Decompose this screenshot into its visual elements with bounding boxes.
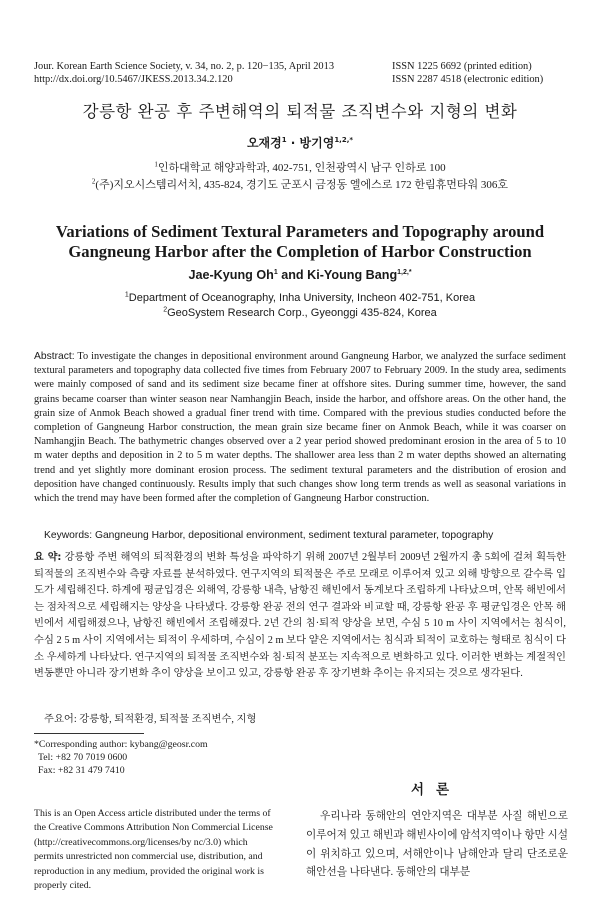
english-aff2-sup: 2 bbox=[163, 306, 168, 314]
english-abstract bbox=[34, 350, 566, 506]
korean-author-1: 오재경 bbox=[246, 136, 282, 150]
license-note: This is an Open Access article distributed under the terms of the Creative Commons Attribution Non Commercial License (http://creativecommons.org/licenses/by nc/3.0) which permits unrestricted non commercial use, distribution, and reproduction in any medium, provided the original work is properly cited. bbox=[34, 808, 273, 892]
keywords-text: Gangneung Harbor, depositional environment, sediment textural parameter, topography bbox=[92, 530, 494, 541]
english-author-1-sup: 1 bbox=[273, 268, 278, 276]
author-and: and bbox=[277, 268, 308, 282]
korean-author-2-sup: 1,2,* bbox=[334, 136, 354, 144]
korean-affiliation-2 bbox=[0, 176, 600, 192]
english-authors bbox=[0, 268, 600, 282]
english-aff1-text: Department of Oceanography, Inha University, Incheon 402-751, Korea bbox=[128, 292, 476, 304]
doi-link[interactable]: http://dx.doi.org/10.5467/JKESS.2013.34.2.120 bbox=[34, 74, 233, 85]
english-aff1-sup: 1 bbox=[124, 291, 129, 299]
english-author-1: Jae-Kyung Oh bbox=[188, 268, 274, 282]
english-author-2: Ki-Young Bang bbox=[307, 268, 398, 282]
korean-author-1-sup: 1 bbox=[281, 136, 287, 144]
korean-abstract-label: 요 약: bbox=[34, 552, 62, 563]
correspondence-note bbox=[34, 738, 274, 778]
korean-authors bbox=[0, 134, 600, 151]
issn-print: ISSN 1225 6692 (printed edition) bbox=[392, 61, 532, 72]
introduction-heading: 서론 bbox=[410, 782, 462, 798]
corresponding-fax: Fax: +82 31 479 7410 bbox=[38, 765, 125, 777]
korean-aff2-sup: 2 bbox=[91, 177, 96, 186]
korean-keywords-label: 주요어: bbox=[44, 714, 77, 725]
korean-aff1-sup: 1 bbox=[154, 160, 158, 169]
korean-abstract-text: 강릉항 주변 해역의 퇴적환경의 변화 특성을 파악하기 위해 2007년 2월부터 2009년 2월까지 총 5회에 걸쳐 획득한 퇴적물의 조직변수와 측량 자료를 분석하였다. 연구지역의 퇴적물은 주로 모래로 이루어져 있고 외해 방향으로 갈수록 입도가 세립해진다. 하계에 평균입경은 외해역, 강릉항 내측, 남항진 해빈에서 동계보다 조립하게 나타났으며, 안목 해빈에서는 점차적으로 세립해지는 양상을 나타냈다. 강릉항 완공 전의 연구 결과와 비교할 때, 강릉항 완공 후 평균입경은 안목 해빈에서 세립해졌으나, 남항진 해빈에서 조립해졌다. 2년 간의 침·퇴적 양상을 보면, 수심 5 10 m 사이 지역에서는 침식이, 수심 2 5 m 사이 지역에서는 퇴적이 우세하며, 수심이 2 m 보다 얕은 지역에서는 침식과 퇴적이 교호하는 형태로 침식이 다소 우세하게 나타났다. 연구지역의 퇴적물 조직변수와 침·퇴적 분포는 지속적으로 변화하고 있다. 이러한 변화는 계절적인 변동뿐만 아니라 장기변화 추이 양상을 보이고 있고, 강릉항 완공 후 장기변화 추이는 유지되는 것으로 생각된다. bbox=[34, 552, 566, 680]
journal-citation: Jour. Korean Earth Science Society, v. 34, no. 2, p. 120−135, April 2013 bbox=[34, 61, 335, 72]
issn-electronic: ISSN 2287 4518 (electronic edition) bbox=[392, 74, 544, 85]
korean-abstract bbox=[34, 550, 566, 683]
korean-aff1-text: 인하대학교 해양과학과, 402-751, 인천광역시 남구 인하로 100 bbox=[157, 162, 446, 174]
english-title: Variations of Sediment Textural Parameters and Topography around Gangneung Harbor after the Completion of Harbor Construction bbox=[55, 222, 545, 261]
korean-aff2-text: (주)지오시스템리서치, 435-824, 경기도 군포시 금정동 엘에스로 172 한림휴먼타워 306호 bbox=[95, 179, 509, 191]
corresponding-tel: Tel: +82 70 7019 0600 bbox=[38, 752, 128, 764]
corresponding-author-email[interactable]: *Corresponding author: kybang@geosr.com bbox=[34, 739, 208, 750]
korean-title: 강릉항 완공 후 주변해역의 퇴적물 조직변수와 지형의 변화 bbox=[82, 102, 518, 121]
english-author-2-sup: 1,2,* bbox=[397, 268, 412, 276]
english-affiliation-1 bbox=[0, 292, 600, 304]
english-aff2-text: GeoSystem Research Corp., Gyeonggi 435-824, Korea bbox=[167, 307, 437, 319]
korean-keywords bbox=[44, 710, 256, 725]
korean-keywords-text: 강릉항, 퇴적환경, 퇴적물 조직변수, 지형 bbox=[76, 714, 257, 725]
korean-author-2: 방기영 bbox=[299, 136, 335, 150]
abstract-text: To investigate the changes in depositional environment around Gangneung Harbor, we analyzed the surface sediment textural parameters and topography data collected five times from February 2007 to February 2009. In the study area, sediments were mainly composed of sand and its sediment size became finer at offshore sites. During summer time, however, the sand grains became coarser than winter season near Namhangjin Beach, inside the harbor, and offshore areas. On the other hand, the grain size of Anmok Beach showed a gradual finer trend with time. Compared with the previous studies conducted before the completion of Gangneung Harbor construction, the mean grain size became finer on Anmok Beach, while it was coarser on Namhangjin Beach. The bathymetric changes observed over a 2 year period showed predominant erosion in the area of 5 to 10 m water depths and deposition in 2 to 5 m water depths. The shallower area less than 2 m water depths showed an alternating trend and yet slightly more dominant erosion process. The sediment textural parameters and the distribution of erosion and deposition have changed continuously. Results imply that such changes show long term trends as well as seasonal variations in which the trend may have been formed after the completion of Gangneung Harbor construction. bbox=[34, 351, 566, 505]
footnote-divider bbox=[34, 733, 144, 734]
korean-affiliation-1 bbox=[0, 159, 600, 175]
abstract-label: Abstract: bbox=[34, 351, 75, 362]
keywords-label: Keywords: bbox=[44, 530, 93, 541]
english-affiliation-2 bbox=[0, 307, 600, 319]
author-separator: · bbox=[286, 136, 300, 150]
introduction-text: 우리나라 동해안의 연안지역은 대부분 사질 해빈으로 이루어져 있고 해빈과 해빈사이에 암석지역이나 항만 시설이 위치하고 있으며, 서해안이나 남해안과 달리 단조로운 해안선을 나타낸다. 동해안의 대부분 bbox=[306, 811, 568, 879]
english-keywords bbox=[44, 530, 564, 541]
